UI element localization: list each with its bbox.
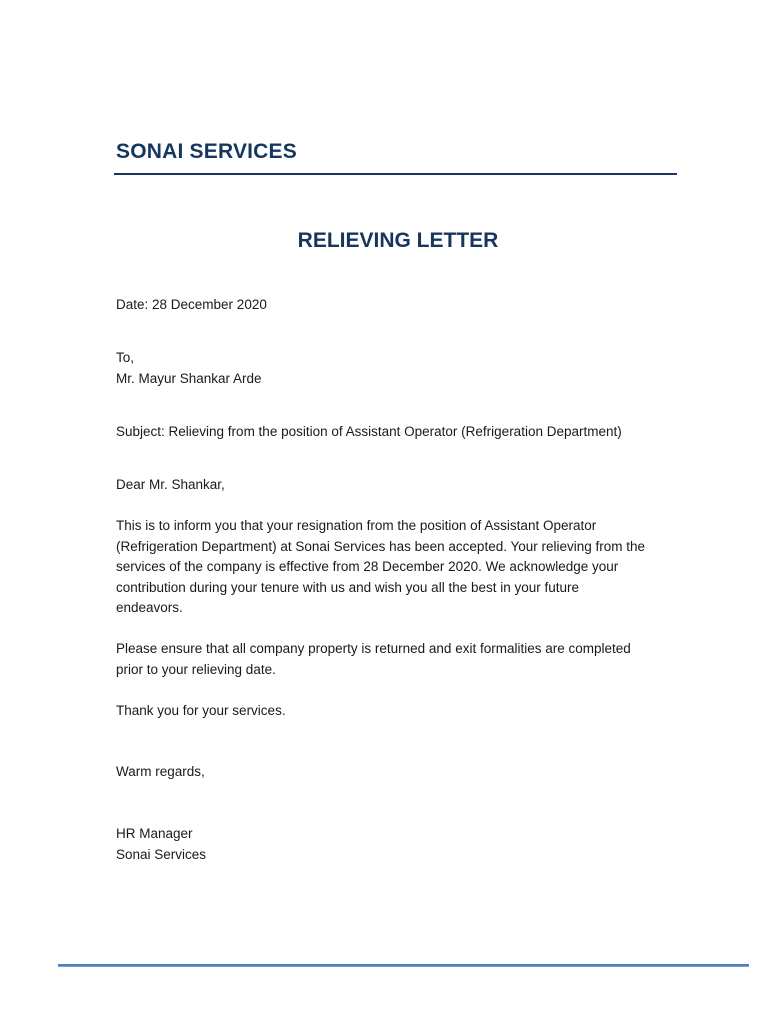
subject-line: Subject: Relieving from the position of Assistant Operator (Refrigeration Department) [116, 424, 622, 439]
paragraph-line: prior to your relieving date. [116, 661, 276, 677]
paragraph-line: endeavors. [116, 600, 183, 616]
paragraph-formalities [116, 639, 676, 680]
to-label: To, [116, 350, 135, 365]
paragraph-resignation [116, 516, 676, 619]
recipient-block [116, 348, 676, 389]
recipient-name: Mr. Mayur Shankar Arde [116, 370, 262, 386]
thanks-line: Thank you for your services. [116, 703, 286, 718]
paragraph-line: This is to inform you that your resignation from the position of Assistant Operator [116, 518, 597, 533]
paragraph-line: services of the company is effective from 28 December 2020. We acknowledge your [116, 559, 619, 575]
salutation: Dear Mr. Shankar, [116, 477, 225, 492]
paragraph-line: Please ensure that all company property is returned and exit formalities are completed [116, 641, 631, 656]
signature-block [116, 824, 676, 865]
signature-title: HR Manager [116, 826, 193, 841]
paragraph-line: (Refrigeration Department) at Sonai Services has been accepted. Your relieving from the [116, 538, 646, 554]
header-divider [114, 173, 677, 175]
document-title: RELIEVING LETTER [297, 229, 499, 252]
footer-divider [58, 964, 749, 967]
signature-company: Sonai Services [116, 846, 207, 862]
paragraph-line: contribution during your tenure with us and wish you all the best in your future [116, 579, 580, 595]
closing: Warm regards, [116, 764, 205, 779]
letter-date: Date: 28 December 2020 [116, 297, 267, 312]
company-name: SONAI SERVICES [116, 140, 297, 163]
